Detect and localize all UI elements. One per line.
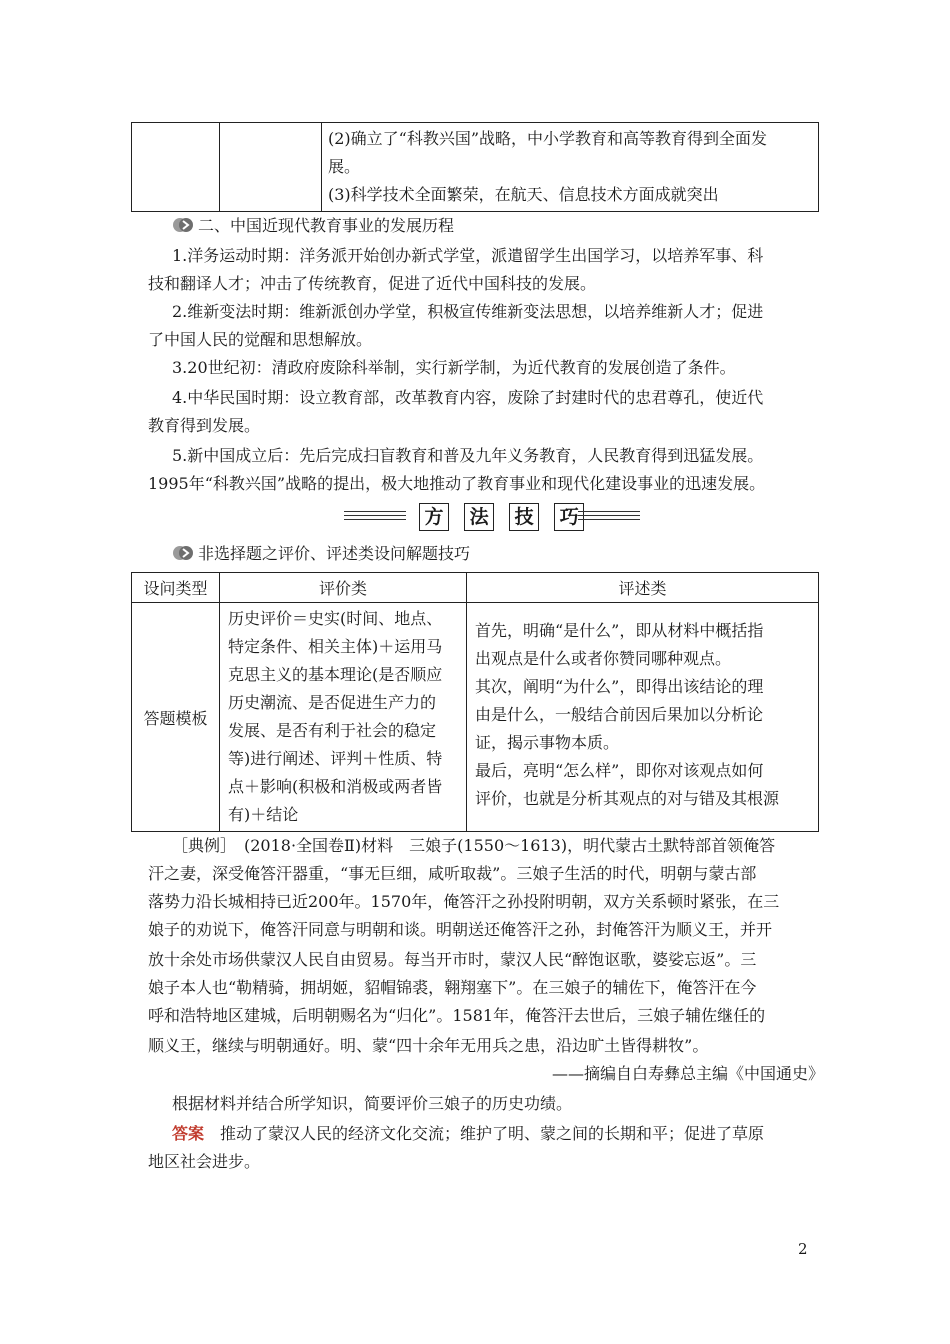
answer-line-1 [172, 1120, 848, 1148]
comment-line-5: 证，揭示事物本质。 [475, 733, 620, 752]
section2-line-3: 2.维新变法时期：维新派创办学堂，积极宣传维新变法思想，以培养维新人才；促进 [172, 302, 764, 321]
top-table [131, 122, 819, 212]
comment-line-6: 最后，亮明“怎么样”，即你对该观点如何 [475, 761, 764, 780]
top-table-empty-cell-2 [220, 123, 322, 212]
section2-line-4: 了中国人民的觉醒和思想解放。 [148, 330, 373, 349]
eval-line-2: 特定条件、相关主体)＋运用马 [228, 637, 443, 656]
eval-line-4: 历史潮流、是否促进生产力的 [228, 693, 437, 712]
method-table [131, 572, 819, 832]
method-title-char-4: 巧 [554, 503, 584, 531]
method-heading [172, 540, 470, 568]
eval-line-6: 等)进行阐述、评判＋性质、特 [228, 749, 443, 768]
section2-line-2: 技和翻译人才；冲击了传统教育，促进了近代中国科技的发展。 [148, 274, 597, 293]
section2-heading [172, 212, 454, 240]
method-table-header-3: 评述类 [467, 573, 819, 603]
method-title-char-2: 法 [464, 503, 494, 531]
section2-line-5: 3.20世纪初：清政府废除科举制，实行新学制，为近代教育的发展创造了条件。 [172, 358, 736, 377]
answer-label: 答案 [172, 1124, 205, 1143]
section2-line-6: 4.中华民国时期：设立教育部，改革教育内容，废除了封建时代的忠君尊孔，使近代 [172, 388, 764, 407]
comment-line-2: 出观点是什么或者你赞同哪种观点。 [475, 649, 732, 668]
example-line-7: 呼和浩特地区建城，后明朝赐名为“归化”。1581年，俺答汗去世后，三娘子辅佐继任的 [148, 1006, 766, 1025]
title-rule-left [344, 508, 406, 520]
double-arrow-icon [172, 217, 194, 233]
method-title [414, 503, 589, 531]
method-table-header-2: 评价类 [220, 573, 467, 603]
method-title-char-3: 技 [509, 503, 539, 531]
example-line-1: ［典例］ (2018·全国卷Ⅱ)材料 三娘子(1550～1613)，明代蒙古土默特部首领俺答 [172, 836, 776, 855]
method-table-commentary-cell [467, 603, 819, 832]
comment-line-1: 首先，明确“是什么”，即从材料中概括指 [475, 621, 764, 640]
page-number: 2 [798, 1240, 808, 1258]
method-title-char-1: 方 [419, 503, 449, 531]
example-source: ——摘编自白寿彝总主编《中国通史》 [551, 1064, 824, 1083]
method-table-header-1: 设问类型 [132, 573, 220, 603]
example-line-6: 娘子本人也“勒精骑，拥胡姬，貂帽锦裘，翱翔塞下”。在三娘子的辅佐下，俺答汗在今 [148, 978, 757, 997]
answer-line-2: 地区社会进步。 [148, 1152, 261, 1171]
example-question: 根据材料并结合所学知识，简要评价三娘子的历史功绩。 [172, 1094, 573, 1113]
top-table-text-1: (2)确立了“科教兴国”战略，中小学教育和高等教育得到全面发 [328, 129, 768, 148]
example-line-3: 落势力沿长城相持已近200年。1570年，俺答汗之孙投附明朝，双方关系顿时紧张，在三 [148, 892, 780, 911]
example-line-4: 娘子的劝说下，俺答汗同意与明朝和谈。明朝送还俺答汗之孙，封俺答汗为顺义王，并开 [148, 920, 773, 939]
title-rule-right [578, 508, 640, 520]
eval-line-8: 有)＋结论 [228, 805, 299, 824]
example-line-8: 顺义王，继续与明朝通好。明、蒙“四十余年无用兵之患，沿边旷土皆得耕牧”。 [148, 1036, 709, 1055]
eval-line-3: 克思主义的基本理论(是否顺应 [228, 665, 443, 684]
section2-line-7: 教育得到发展。 [148, 416, 261, 435]
example-line-5: 放十余处市场供蒙汉人民自由贸易。每当开市时，蒙汉人民“醉饱讴歌，婆娑忘返”。三 [148, 950, 757, 969]
section2-line-8: 5.新中国成立后：先后完成扫盲教育和普及九年义务教育，人民教育得到迅猛发展。 [172, 446, 764, 465]
top-table-text-2: 展。 [328, 157, 361, 176]
section2-line-1: 1.洋务运动时期：洋务派开始创办新式学堂，派遣留学生出国学习，以培养军事、科 [172, 246, 764, 265]
comment-line-7: 评价，也就是分析其观点的对与错及其根源 [475, 789, 780, 808]
double-arrow-icon [172, 545, 194, 561]
top-table-text-3: (3)科学技术全面繁荣，在航天、信息技术方面成就突出 [328, 185, 719, 204]
eval-line-7: 点＋影响(积极和消极或两者皆 [228, 777, 443, 796]
comment-line-3: 其次，阐明“为什么”，即得出该结论的理 [475, 677, 764, 696]
answer-text-1: 推动了蒙汉人民的经济文化交流；维护了明、蒙之间的长期和平；促进了草原 [204, 1124, 765, 1143]
comment-line-4: 由是什么，一般结合前因后果加以分析论 [475, 705, 764, 724]
top-table-content-cell [322, 123, 819, 212]
section2-heading-text: 二、中国近现代教育事业的发展历程 [198, 216, 455, 235]
eval-line-1: 历史评价＝史实(时间、地点、 [228, 609, 443, 628]
method-heading-text: 非选择题之评价、评述类设问解题技巧 [198, 544, 471, 563]
eval-line-5: 发展、是否有利于社会的稳定 [228, 721, 437, 740]
section2-line-9: 1995年“科教兴国”战略的提出，极大地推动了教育事业和现代化建设事业的迅速发展。 [148, 474, 766, 493]
method-table-row-label: 答题模板 [132, 603, 220, 832]
top-table-empty-cell-1 [132, 123, 220, 212]
method-table-evaluation-cell [220, 603, 467, 832]
example-line-2: 汗之妻，深受俺答汗器重，“事无巨细，咸听取裁”。三娘子生活的时代，明朝与蒙古部 [148, 864, 757, 883]
